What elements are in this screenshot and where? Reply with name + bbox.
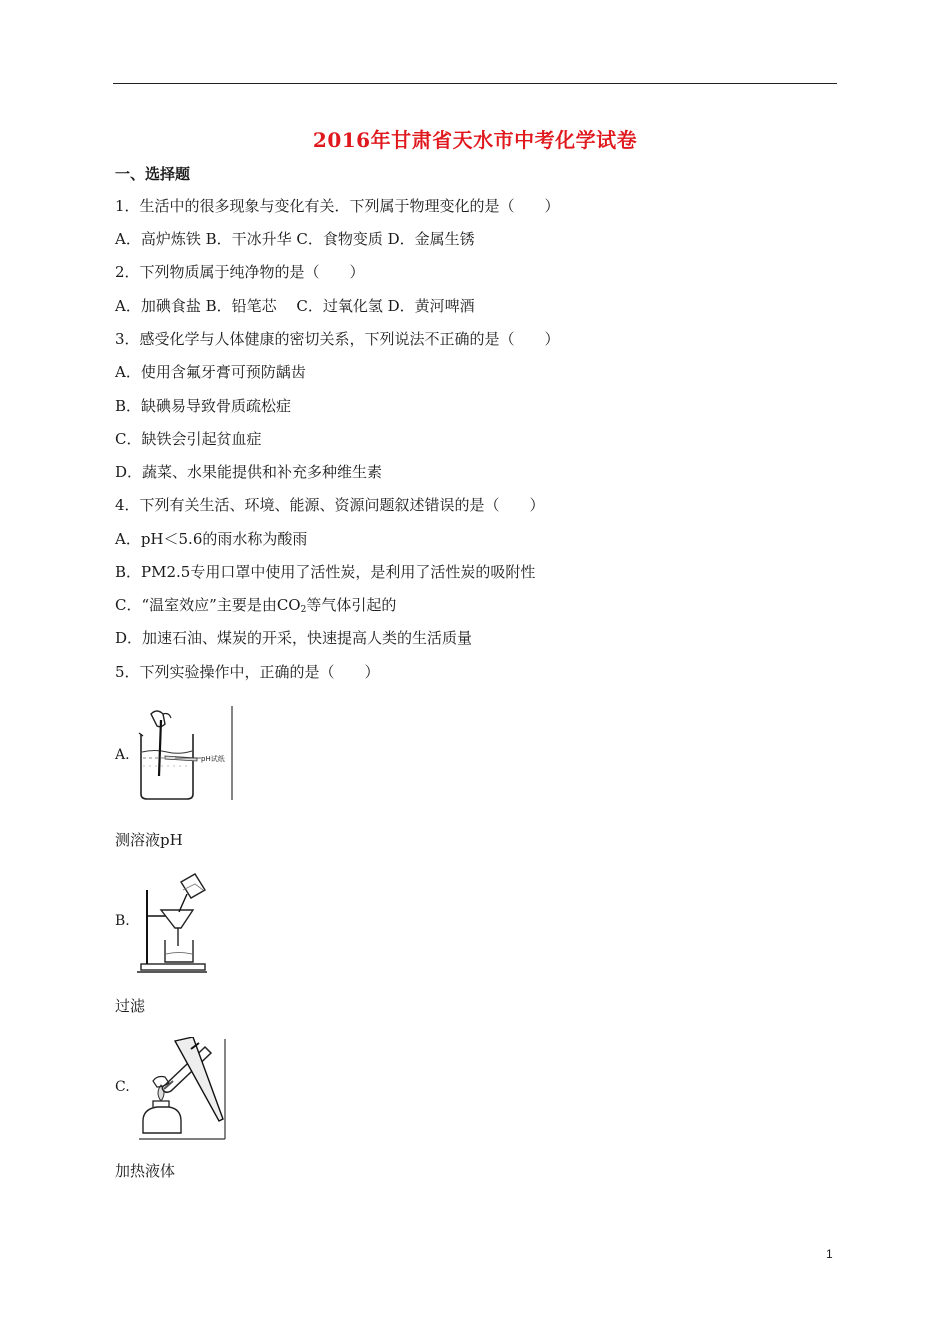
q4-option-a: A．pH＜5.6的雨水称为酸雨 [115, 530, 308, 548]
q4-option-d: D．加速石油、煤炭的开采，快速提高人类的生活质量 [115, 629, 473, 647]
q2-stem: 2．下列物质属于纯净物的是（ ） [115, 263, 365, 281]
filtration-illustration [135, 868, 210, 976]
header-rule [113, 83, 837, 84]
q5-figure-c-label: C. [115, 1079, 130, 1095]
q2-options: A．加碘食盐 B．铅笔芯 C．过氧化氢 D．黄河啤酒 [115, 297, 475, 315]
section-heading: 一、选择题 [115, 165, 191, 183]
q4-stem: 4．下列有关生活、环境、能源、资源问题叙述错误的是（ ） [115, 496, 545, 514]
q5-figure-a-label: A. [115, 747, 130, 763]
q4-option-c [115, 595, 396, 620]
q5-figure-c-caption: 加热液体 [115, 1162, 176, 1180]
q3-option-a: A．使用含氟牙膏可预防龋齿 [115, 363, 306, 381]
q4-option-b: B．PM2.5专用口罩中使用了活性炭，是利用了活性炭的吸附性 [115, 563, 536, 581]
q1-stem: 1．生活中的很多现象与变化有关．下列属于物理变化的是（ ） [115, 197, 560, 215]
q3-option-c: C．缺铁会引起贫血症 [115, 430, 262, 448]
q3-option-d: D．蔬菜、水果能提供和补充多种维生素 [115, 463, 383, 481]
q1-options: A．高炉炼铁 B．干冰升华 C．食物变质 D．金属生锈 [115, 230, 475, 248]
q4-option-c-subscript: 2 [300, 605, 307, 615]
q5-stem: 5．下列实验操作中，正确的是（ ） [115, 663, 380, 681]
ph-paper-inset-label: pH试纸 [201, 755, 225, 763]
q4-option-c-post: 等气体引起的 [306, 596, 397, 614]
q4-option-c-pre: C．“温室效应”主要是由CO [115, 596, 301, 614]
q5-figure-b-label: B. [115, 913, 130, 929]
ph-measurement-illustration [135, 706, 235, 802]
q3-option-b: B．缺碘易导致骨质疏松症 [115, 397, 292, 415]
q5-figure-a-caption: 测溶液pH [115, 831, 183, 849]
q3-stem: 3．感受化学与人体健康的密切关系，下列说法不正确的是（ ） [115, 330, 560, 348]
q5-figure-b-caption: 过滤 [115, 997, 146, 1015]
heating-liquid-illustration [135, 1037, 229, 1141]
exam-title: 2016年甘肃省天水市中考化学试卷 [312, 128, 638, 152]
page-number: 1 [826, 1247, 833, 1261]
